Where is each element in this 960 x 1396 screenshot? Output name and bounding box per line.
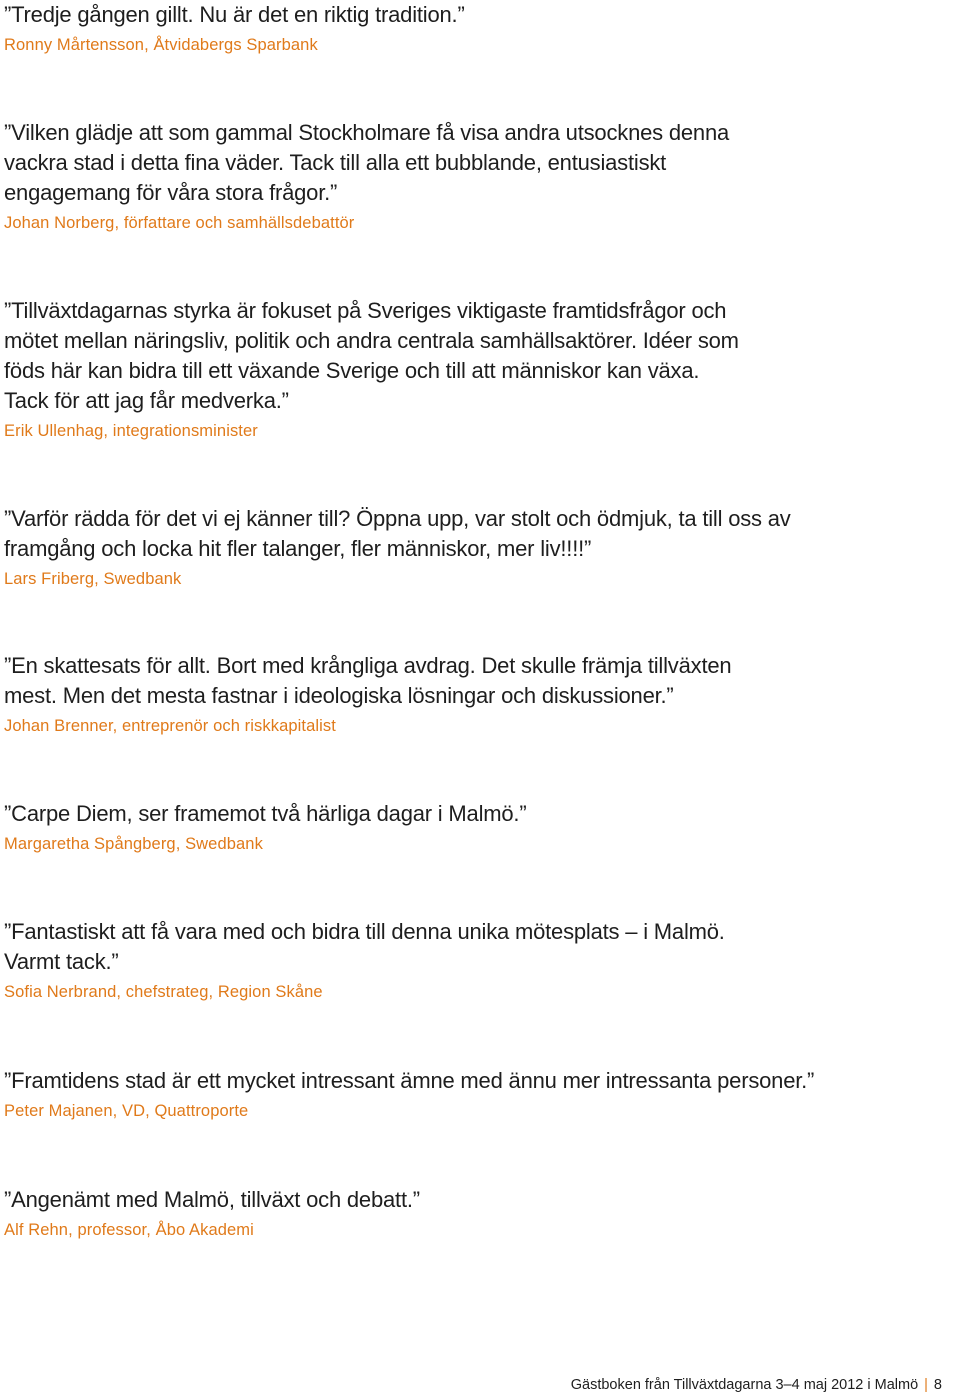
quote-author: Alf Rehn, professor, Åbo Akademi (4, 1221, 254, 1239)
quote-author: Peter Majanen, VD, Quattroporte (4, 1102, 249, 1120)
quote-text: ”Framtidens stad är ett mycket intressant ämne med ännu mer intressanta personer.” (4, 1068, 815, 1093)
quote-text: ”Fantastiskt att få vara med och bidra till denna unika mötesplats – i Malmö. Varmt tack.” (4, 919, 725, 974)
quote-text: ”Angenämt med Malmö, tillväxt och debatt.” (4, 1187, 420, 1212)
quote-block (4, 0, 944, 56)
quote-block (4, 917, 944, 1003)
quote-block (4, 1185, 944, 1241)
quote-text: ”Vilken glädje att som gammal Stockholmare få visa andra utsocknes denna vackra stad i detta fina väder. Tack till alla ett bubblande, entusiastiskt engagemang för våra stora frågor.” (4, 120, 730, 205)
footer-separator: | (924, 1377, 928, 1393)
quote-block (4, 296, 944, 442)
quote-block (4, 651, 944, 737)
quote-author: Sofia Nerbrand, chefstrateg, Region Skåne (4, 983, 323, 1001)
quote-block (4, 504, 944, 590)
quote-author: Johan Brenner, entreprenör och riskkapitalist (4, 717, 336, 735)
quote-author: Erik Ullenhag, integrationsminister (4, 422, 258, 440)
quote-author: Johan Norberg, författare och samhällsdebattör (4, 214, 355, 232)
quote-block (4, 118, 944, 234)
quote-text: ”En skattesats för allt. Bort med krångliga avdrag. Det skulle främja tillväxten mest. Men det mesta fastnar i ideologiska lösningar och diskussioner.” (4, 653, 732, 708)
quote-author: Margaretha Spångberg, Swedbank (4, 835, 263, 853)
quote-block (4, 1066, 944, 1122)
quote-author: Ronny Mårtensson, Åtvidabergs Sparbank (4, 36, 318, 54)
footer-title: Gästboken från Tillväxtdagarna 3–4 maj 2012 i Malmö (570, 1377, 919, 1393)
quote-text: ”Carpe Diem, ser framemot två härliga dagar i Malmö.” (4, 801, 527, 826)
quote-text: ”Tredje gången gillt. Nu är det en riktig tradition.” (4, 2, 465, 27)
quote-text: ”Varför rädda för det vi ej känner till? Öppna upp, var stolt och ödmjuk, ta till oss av framgång och locka hit fler talanger, fler människor, mer liv!!!!” (4, 506, 791, 561)
quote-text: ”Tillväxtdagarnas styrka är fokuset på Sveriges viktigaste framtidsfrågor och mötet mellan näringsliv, politik och andra centrala samhällsaktörer. Idéer som föds här kan bidra till ett växande Sverige och till att människor kan växa. Tack för att jag får medverka.” (4, 298, 739, 413)
quote-author: Lars Friberg, Swedbank (4, 570, 182, 588)
page-number: 8 (933, 1377, 942, 1393)
quote-block (4, 799, 944, 855)
page-footer (571, 1376, 942, 1394)
